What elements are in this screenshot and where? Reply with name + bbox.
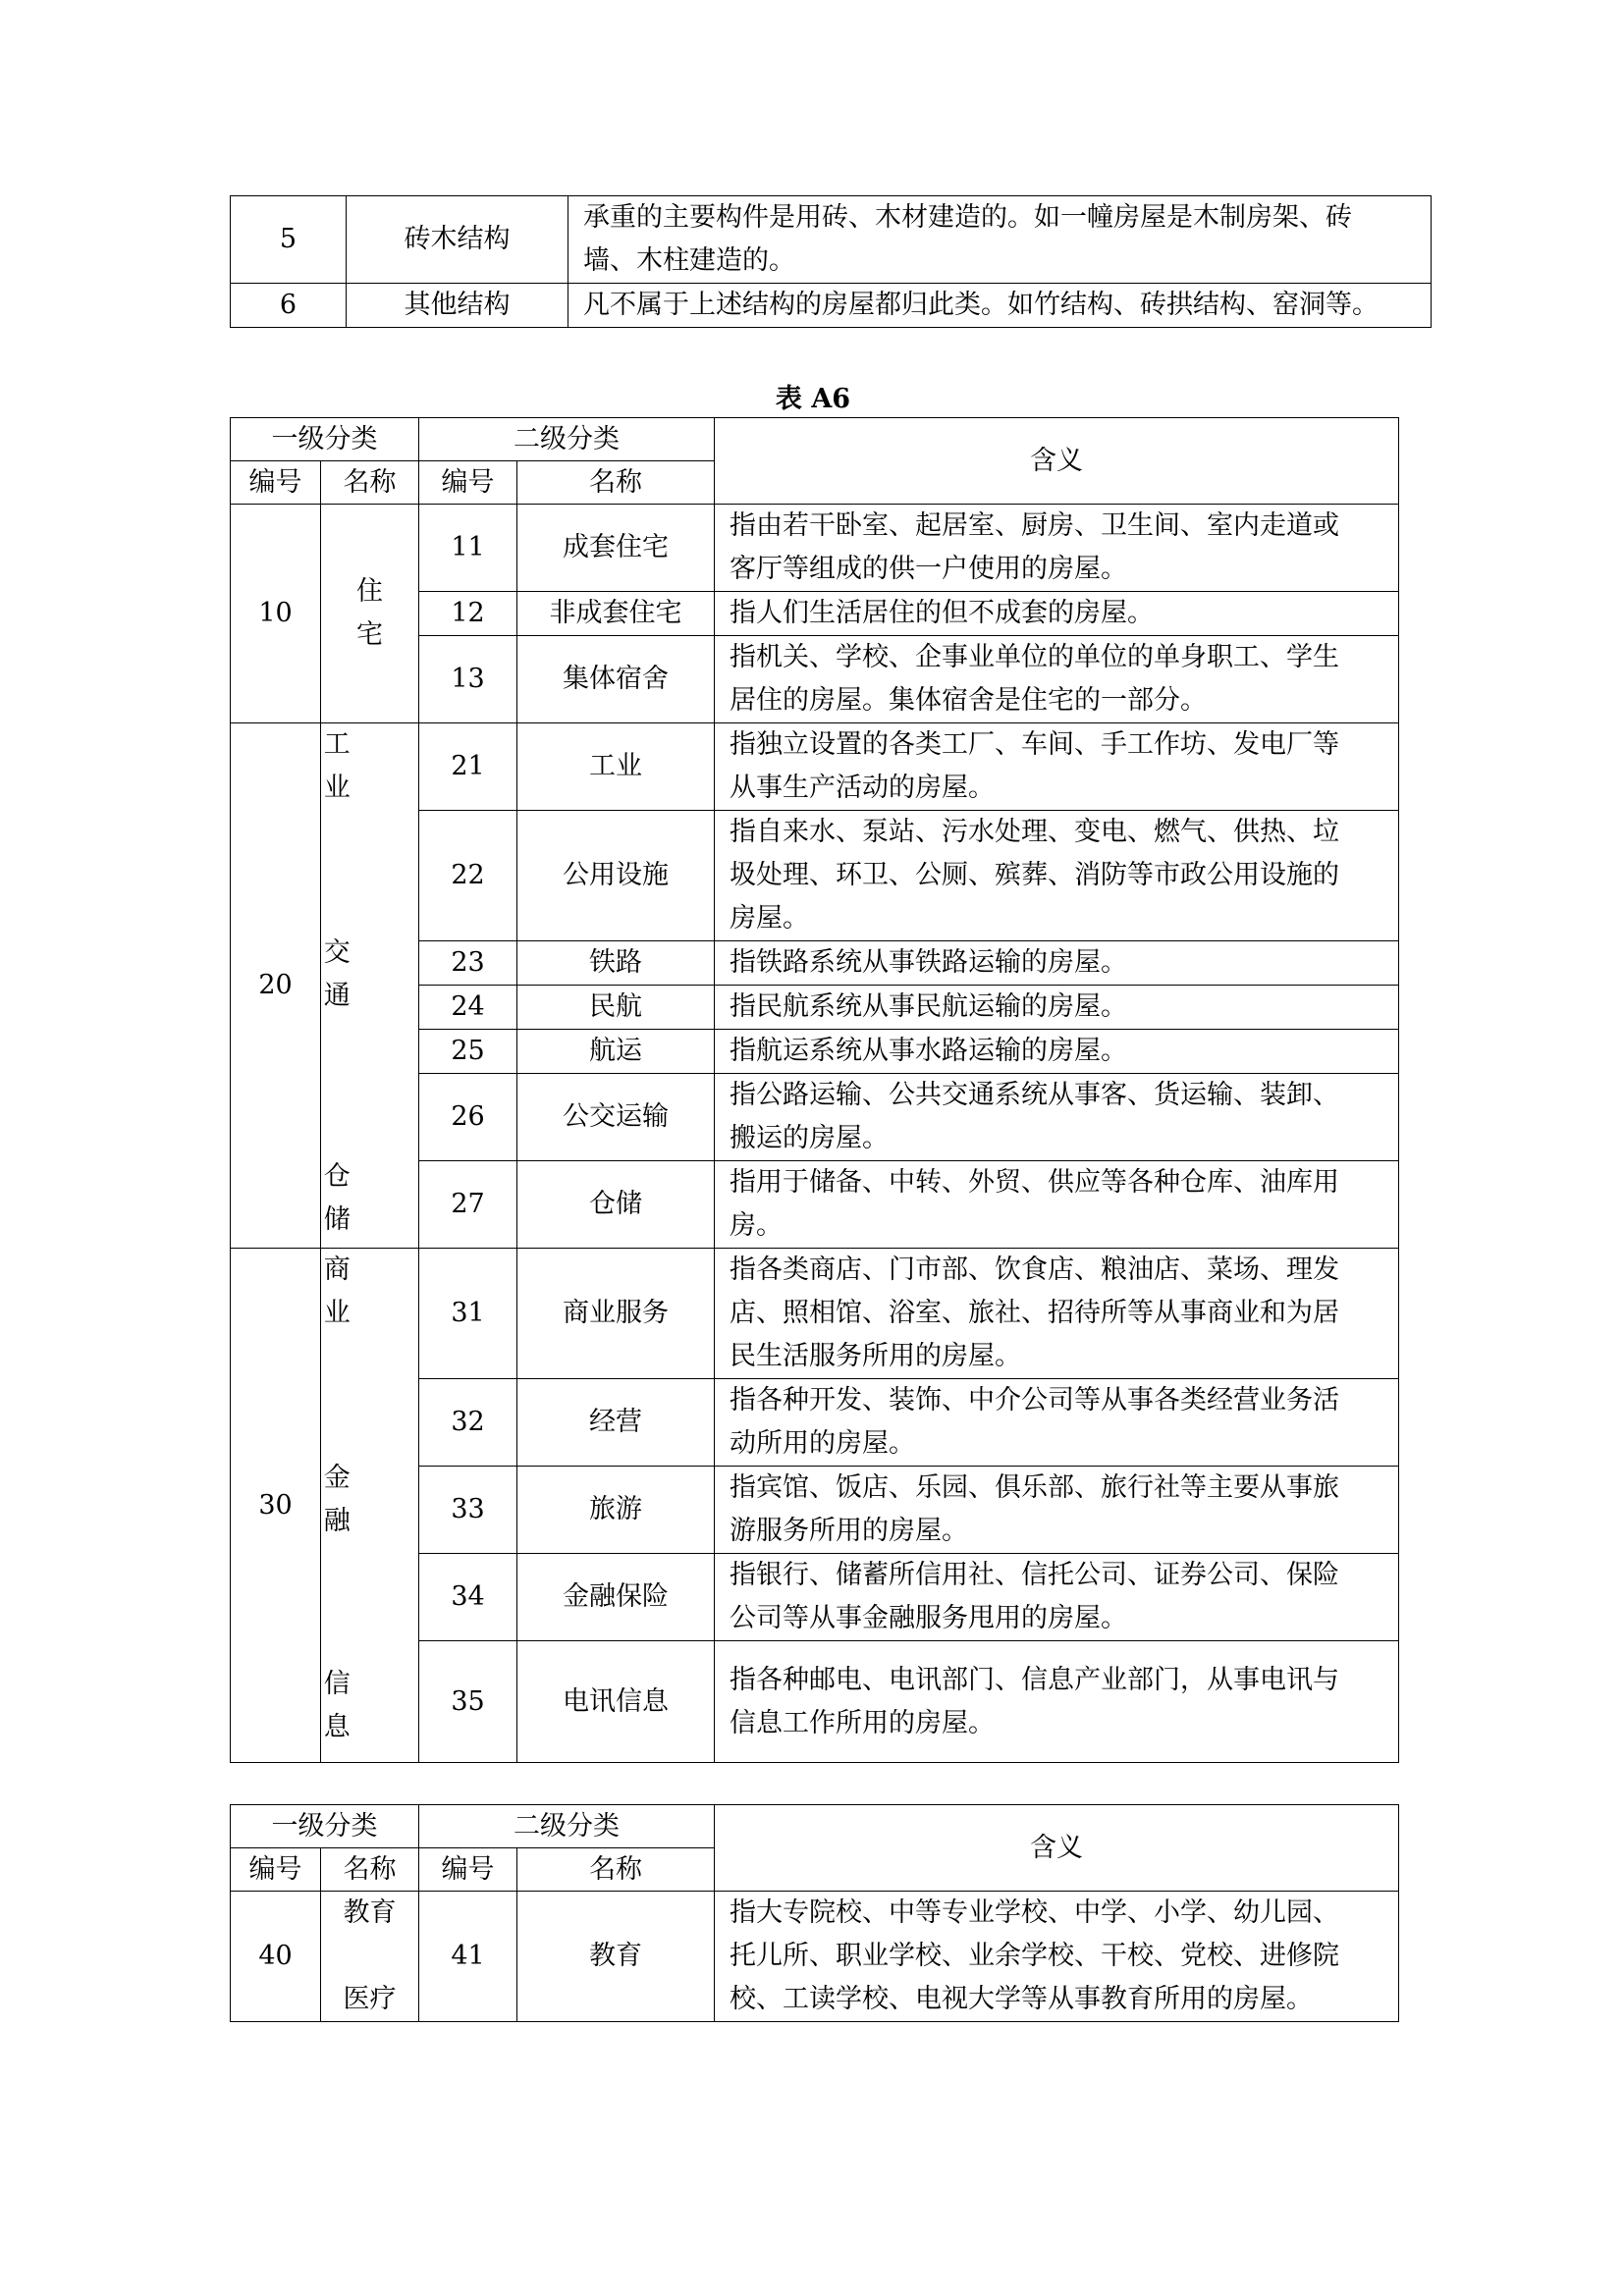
row-description — [715, 1074, 1399, 1161]
group-code: 20 — [231, 723, 321, 1249]
row-name: 其他结构 — [347, 284, 568, 328]
description-line: 店、照相馆、浴室、旅社、招待所等从事商业和为居 — [730, 1298, 1339, 1328]
description-line: 墙、木柱建造的。 — [583, 245, 795, 276]
group-label: 教育 — [343, 1897, 397, 1928]
row-code: 34 — [419, 1554, 517, 1641]
row-description — [715, 1030, 1399, 1074]
description-line: 指民航系统从事民航运输的房屋。 — [730, 991, 1127, 1022]
row-name: 铁路 — [517, 941, 715, 986]
classification-table — [230, 417, 1399, 1763]
table-row — [231, 723, 1399, 811]
description-line: 凡不属于上述结构的房屋都归此类。如竹结构、砖拱结构、窑洞等。 — [583, 290, 1379, 320]
description-line: 指各种邮电、电讯部门、信息产业部门，从事电讯与 — [730, 1664, 1339, 1695]
row-name: 公交运输 — [517, 1074, 715, 1161]
description-line: 搬运的房屋。 — [730, 1123, 889, 1153]
row-name: 商业服务 — [517, 1249, 715, 1379]
row-name: 教育 — [517, 1892, 715, 2022]
description-line: 指各类商店、门市部、饮食店、粮油店、菜场、理发 — [730, 1255, 1339, 1285]
group-label: 交通 — [323, 937, 351, 1011]
description-line: 指银行、储蓄所信用社、信托公司、证券公司、保险 — [730, 1560, 1339, 1590]
row-description — [715, 723, 1399, 811]
description-line: 公司等从事金融服务甩用的房屋。 — [730, 1603, 1127, 1633]
row-code: 32 — [419, 1379, 517, 1467]
row-code: 27 — [419, 1161, 517, 1249]
row-description — [568, 284, 1432, 328]
name-header: 名称 — [517, 461, 715, 505]
row-description — [715, 1554, 1399, 1641]
group-label: 工业 — [323, 729, 351, 803]
row-name: 砖木结构 — [347, 196, 568, 284]
row-name: 旅游 — [517, 1467, 715, 1554]
row-name: 工业 — [517, 723, 715, 811]
row-name: 仓储 — [517, 1161, 715, 1249]
code-header: 编号 — [419, 461, 517, 505]
name-header: 名称 — [517, 1848, 715, 1892]
description-line: 指自来水、泵站、污水处理、变电、燃气、供热、垃 — [730, 817, 1339, 847]
table-row — [231, 1892, 1399, 2022]
meaning-header: 含义 — [715, 1805, 1399, 1892]
description-line: 指公路运输、公共交通系统从事客、货运输、装卸、 — [730, 1080, 1339, 1110]
row-code: 12 — [419, 592, 517, 636]
description-line: 房。 — [730, 1210, 783, 1241]
row-description — [715, 811, 1399, 941]
description-line: 信息工作所用的房屋。 — [730, 1707, 995, 1738]
row-description — [715, 1249, 1399, 1379]
description-line: 游服务所用的房屋。 — [730, 1516, 968, 1546]
row-description — [715, 1892, 1399, 2022]
group-code: 10 — [231, 505, 321, 723]
row-description — [715, 1161, 1399, 1249]
description-line: 动所用的房屋。 — [730, 1428, 915, 1459]
name-header: 名称 — [321, 461, 419, 505]
description-line: 民生活服务所用的房屋。 — [730, 1341, 1021, 1371]
code-header: 编号 — [419, 1848, 517, 1892]
row-name: 电讯信息 — [517, 1641, 715, 1763]
row-code: 41 — [419, 1892, 517, 2022]
structure-table — [230, 195, 1432, 328]
row-description — [715, 941, 1399, 986]
description-line: 从事生产活动的房屋。 — [730, 773, 995, 803]
description-line: 居住的房屋。集体宿舍是住宅的一部分。 — [730, 685, 1207, 716]
classification-table-continued — [230, 1804, 1399, 2022]
level2-header: 二级分类 — [419, 418, 715, 461]
row-number: 5 — [231, 196, 347, 284]
row-code: 22 — [419, 811, 517, 941]
row-name: 经营 — [517, 1379, 715, 1467]
row-name: 金融保险 — [517, 1554, 715, 1641]
row-code: 13 — [419, 636, 517, 723]
row-name: 非成套住宅 — [517, 592, 715, 636]
row-code: 11 — [419, 505, 517, 592]
row-code: 24 — [419, 986, 517, 1030]
row-name: 成套住宅 — [517, 505, 715, 592]
row-code: 23 — [419, 941, 517, 986]
description-line: 指大专院校、中等专业学校、中学、小学、幼儿园、 — [730, 1897, 1339, 1928]
group-code: 40 — [231, 1892, 321, 2022]
row-code: 21 — [419, 723, 517, 811]
table-row — [231, 505, 1399, 592]
table-row — [231, 196, 1432, 284]
row-code: 35 — [419, 1641, 517, 1763]
row-description — [715, 1379, 1399, 1467]
row-description — [715, 505, 1399, 592]
name-header: 名称 — [321, 1848, 419, 1892]
description-line: 指机关、学校、企事业单位的单位的单身职工、学生 — [730, 642, 1339, 672]
description-line: 房屋。 — [730, 903, 809, 934]
level2-header: 二级分类 — [419, 1805, 715, 1848]
group-label: 信息 — [323, 1669, 351, 1742]
row-code: 25 — [419, 1030, 517, 1074]
group-name — [321, 723, 419, 1249]
row-number: 6 — [231, 284, 347, 328]
row-name: 集体宿舍 — [517, 636, 715, 723]
description-line: 指由若干卧室、起居室、厨房、卫生间、室内走道或 — [730, 510, 1339, 541]
description-line: 指用于储备、中转、外贸、供应等各种仓库、油库用 — [730, 1167, 1339, 1198]
row-description — [715, 986, 1399, 1030]
header-row — [231, 418, 1399, 461]
row-code: 33 — [419, 1467, 517, 1554]
group-label: 商业 — [323, 1255, 351, 1328]
row-description — [715, 1467, 1399, 1554]
description-line: 指各种开发、装饰、中介公司等从事各类经营业务活 — [730, 1385, 1339, 1415]
row-name: 民航 — [517, 986, 715, 1030]
group-label: 住宅 — [355, 576, 383, 650]
description-line: 指宾馆、饭店、乐园、俱乐部、旅行社等主要从事旅 — [730, 1472, 1339, 1503]
description-line: 圾处理、环卫、公厕、殡葬、消防等市政公用设施的 — [730, 860, 1339, 890]
description-line: 指航运系统从事水路运输的房屋。 — [730, 1036, 1127, 1066]
row-description — [715, 1641, 1399, 1763]
description-line: 指人们生活居住的但不成套的房屋。 — [730, 598, 1154, 628]
row-description — [715, 592, 1399, 636]
header-row — [231, 1805, 1399, 1848]
table-row — [231, 1249, 1399, 1379]
table-row — [231, 284, 1432, 328]
description-line: 校、工读学校、电视大学等从事教育所用的房屋。 — [730, 1984, 1313, 2014]
level1-header: 一级分类 — [231, 418, 419, 461]
group-name — [321, 1892, 419, 2022]
group-name — [321, 1249, 419, 1763]
code-header: 编号 — [231, 461, 321, 505]
description-line: 托儿所、职业学校、业余学校、干校、党校、进修院 — [730, 1941, 1339, 1971]
row-code: 26 — [419, 1074, 517, 1161]
group-code: 30 — [231, 1249, 321, 1763]
group-label: 医疗 — [343, 1984, 397, 2014]
level1-header: 一级分类 — [231, 1805, 419, 1848]
table-caption: 表 A6 — [775, 384, 851, 414]
description-line: 承重的主要构件是用砖、木材建造的。如一幢房屋是木制房架、砖 — [583, 202, 1352, 233]
description-line: 指独立设置的各类工厂、车间、手工作坊、发电厂等 — [730, 729, 1339, 760]
row-name: 公用设施 — [517, 811, 715, 941]
row-description — [568, 196, 1432, 284]
description-line: 客厅等组成的供一户使用的房屋。 — [730, 554, 1127, 584]
group-label: 金融 — [323, 1463, 351, 1536]
row-code: 31 — [419, 1249, 517, 1379]
description-line: 指铁路系统从事铁路运输的房屋。 — [730, 947, 1127, 978]
row-description — [715, 636, 1399, 723]
row-name: 航运 — [517, 1030, 715, 1074]
group-name — [321, 505, 419, 723]
code-header: 编号 — [231, 1848, 321, 1892]
meaning-header: 含义 — [715, 418, 1399, 505]
group-label: 仓储 — [323, 1161, 351, 1235]
